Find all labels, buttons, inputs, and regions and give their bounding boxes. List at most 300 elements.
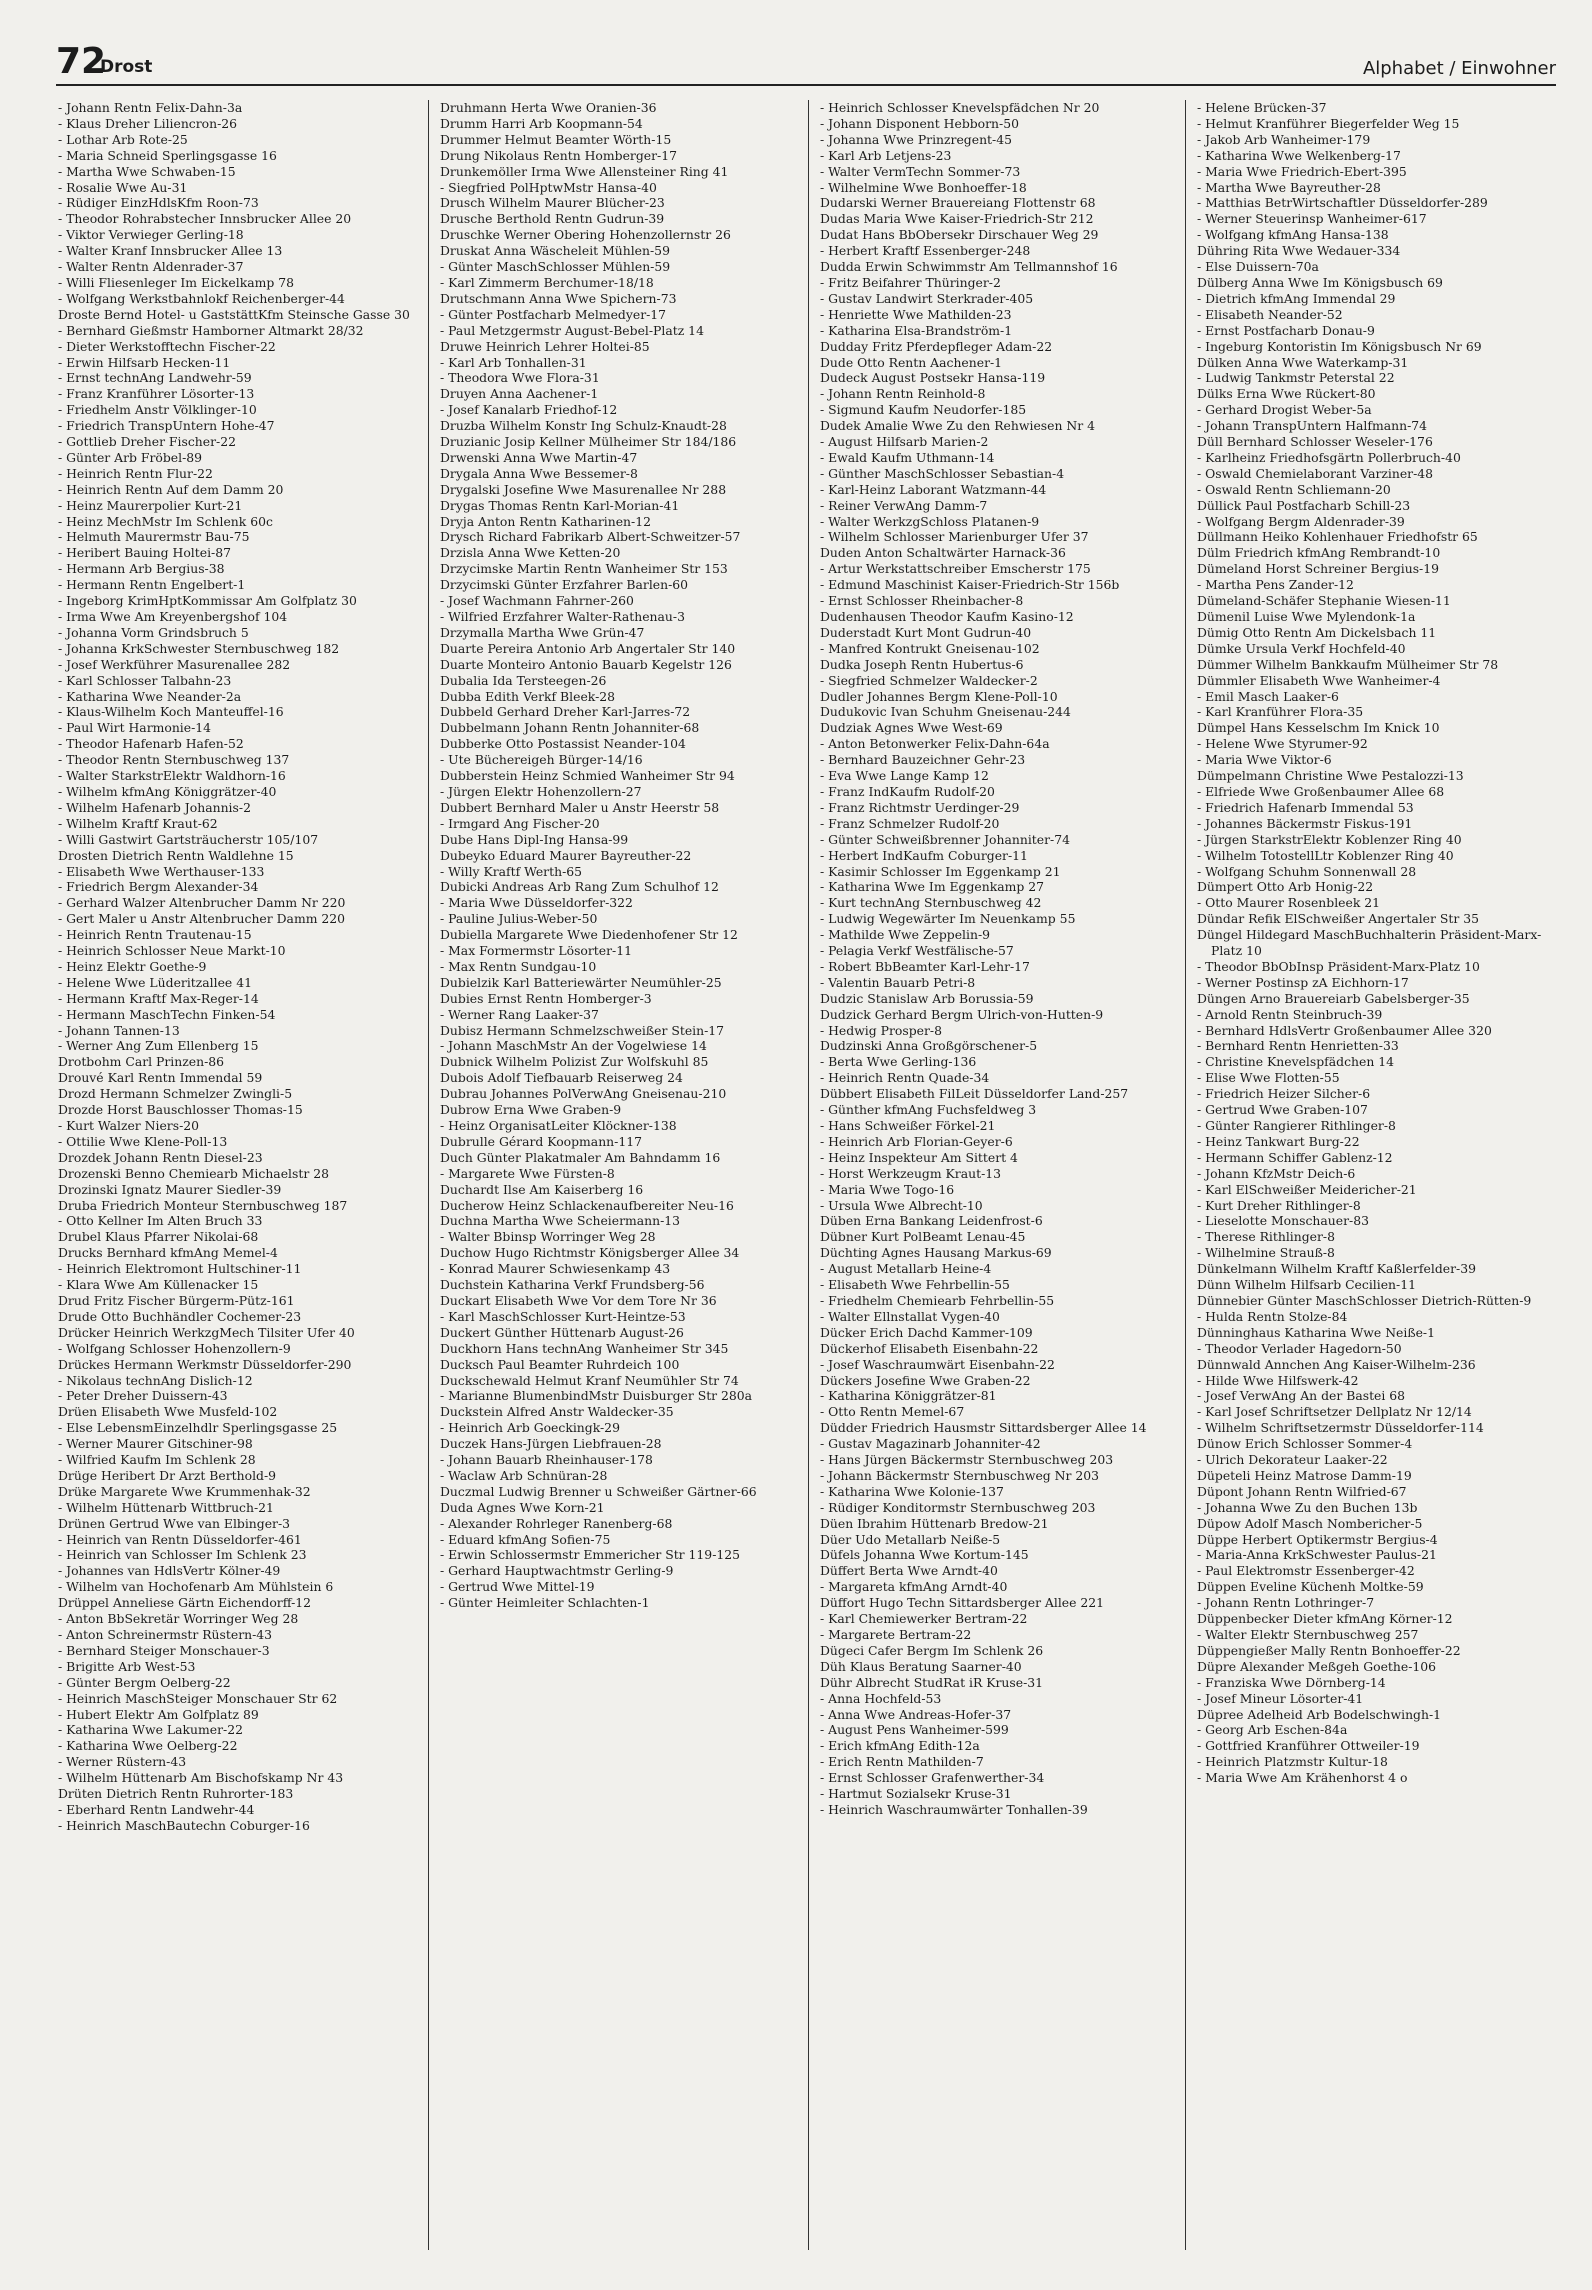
directory-entry: Druzba Wilhelm Konstr Ing Schulz-Knaudt-28 <box>440 418 727 434</box>
directory-entry: - Johann Rentn Felix-Dahn-3a <box>58 100 243 115</box>
directory-entry: - Heinrich Rentn Trautenau-15 <box>58 927 252 943</box>
directory-entry: - Willi Gastwirt Gartsträucherstr 105/107 <box>58 831 319 847</box>
directory-entry: - Johann MaschMstr An der Vogelwiese 14 <box>440 1038 707 1054</box>
directory-entry: Dümenil Luise Wwe Mylendonk-1a <box>1197 609 1416 624</box>
directory-entry: - Otto Maurer Rosenbleek 21 <box>1197 895 1381 911</box>
directory-entry: Duden Anton Schaltwärter Harnack-36 <box>820 545 1066 561</box>
directory-entry: - Johann Tannen-13 <box>58 1022 180 1038</box>
directory-entry: Dubeyko Eduard Maurer Bayreuther-22 <box>440 847 692 863</box>
directory-entry: - Paul Metzgermstr August-Bebel-Platz 14 <box>440 322 704 338</box>
directory-entry: Düpre Alexander Meßgeh Goethe-106 <box>1197 1658 1437 1674</box>
directory-entry: - Erwin Hilfsarb Hecken-11 <box>58 354 231 370</box>
directory-entry: - Wilfried Kaufm Im Schlenk 28 <box>58 1452 256 1468</box>
directory-entry: - Wilhelm Kraftf Kraut-62 <box>58 815 218 831</box>
column-divider <box>428 100 429 2250</box>
directory-entry: Düen Ibrahim Hüttenarb Bredow-21 <box>820 1515 1049 1531</box>
directory-entry: - Karl MaschSchlosser Kurt-Heintze-53 <box>440 1308 686 1324</box>
directory-entry: Duda Agnes Wwe Korn-21 <box>440 1499 605 1515</box>
directory-entry: Drummer Helmut Beamter Wörth-15 <box>440 131 672 147</box>
directory-column-2 <box>440 100 802 2250</box>
directory-entry: - Kurt technAng Sternbuschweg 42 <box>820 895 1042 911</box>
directory-entry: - Martha Pens Zander-12 <box>1197 577 1354 593</box>
directory-entry: Duckert Günther Hüttenarb August-26 <box>440 1324 684 1340</box>
directory-entry: - Hermann Schiffer Gablenz-12 <box>1197 1149 1393 1165</box>
directory-entry: - Johann KfzMstr Deich-6 <box>1197 1165 1356 1181</box>
directory-entry: - Helmut Kranführer Biegerfelder Weg 15 <box>1197 115 1460 131</box>
directory-entry: Drygala Anna Wwe Bessemer-8 <box>440 465 638 481</box>
directory-entry: - Robert BbBeamter Karl-Lehr-17 <box>820 958 1030 974</box>
directory-entry: - Margareta kfmAng Arndt-40 <box>820 1579 1008 1595</box>
directory-entry: Dübner Kurt PolBeamt Lenau-45 <box>820 1229 1026 1245</box>
directory-entry: Dudek Amalie Wwe Zu den Rehwiesen Nr 4 <box>820 418 1095 434</box>
directory-entry: Dünninghaus Katharina Wwe Neiße-1 <box>1197 1324 1436 1340</box>
directory-entry: - Kasimir Schlosser Im Eggenkamp 21 <box>820 863 1061 879</box>
directory-entry: - Wilhelm TotostellLtr Koblenzer Ring 40 <box>1197 847 1454 863</box>
directory-entry: Dudzinski Anna Großgörschener-5 <box>820 1038 1038 1054</box>
directory-entry: - Walter VermTechn Sommer-73 <box>820 163 1021 179</box>
directory-entry: - Lieselotte Monschauer-83 <box>1197 1213 1369 1229</box>
directory-entry: - Konrad Maurer Schwiesenkamp 43 <box>440 1261 671 1277</box>
directory-entry: - Brigitte Arb West-53 <box>58 1658 196 1674</box>
directory-entry: - Elisabeth Wwe Werthauser-133 <box>58 863 265 879</box>
directory-entry: Drud Fritz Fischer Bürgerm-Pütz-161 <box>58 1292 295 1308</box>
directory-entry: - Johann Bauarb Rheinhauser-178 <box>440 1452 653 1468</box>
directory-entry: Dubois Adolf Tiefbauarb Reiserweg 24 <box>440 1070 683 1086</box>
directory-entry: - Walter Bbinsp Worringer Weg 28 <box>440 1229 656 1245</box>
directory-entry: - Katharina Wwe Oelberg-22 <box>58 1738 238 1754</box>
directory-entry: - Siegfried PolHptwMstr Hansa-40 <box>440 179 657 195</box>
directory-entry: Dude Otto Rentn Aachener-1 <box>820 354 1003 370</box>
directory-entry: - Werner Rüstern-43 <box>58 1754 187 1770</box>
directory-entry: - Else Duissern-70a <box>1197 259 1319 275</box>
directory-entry: Dubberke Otto Postassist Neander-104 <box>440 736 686 752</box>
directory-entry: - Maria Wwe Viktor-6 <box>1197 752 1332 768</box>
directory-entry: - Karl Schlosser Talbahn-23 <box>58 672 232 688</box>
directory-entry: - Bernhard Rentn Henrietten-33 <box>1197 1038 1399 1054</box>
directory-entry: - Eberhard Rentn Landwehr-44 <box>58 1801 255 1817</box>
directory-entry: Drumm Harri Arb Koopmann-54 <box>440 115 643 131</box>
directory-entry: - Heinz MechMstr Im Schlenk 60c <box>58 513 273 529</box>
directory-entry: Drygalski Josefine Wwe Masurenallee Nr 288 <box>440 481 727 497</box>
directory-entry: - Josef Kanalarb Friedhof-12 <box>440 402 618 418</box>
directory-entry: - Johannes van HdlsVertr Kölner-49 <box>58 1563 281 1579</box>
directory-entry: Duchna Martha Wwe Scheiermann-13 <box>440 1213 681 1229</box>
directory-entry: Dudeck August Postsekr Hansa-119 <box>820 370 1046 386</box>
directory-entry: - Theodor BbObInsp Präsident-Marx-Platz 10 <box>1197 958 1480 974</box>
directory-entry: Dudas Maria Wwe Kaiser-Friedrich-Str 212 <box>820 211 1094 227</box>
directory-entry: Düben Erna Bankang Leidenfrost-6 <box>820 1213 1043 1229</box>
directory-entry: - Bernhard Gießmstr Hamborner Altmarkt 28/32 <box>58 322 364 338</box>
directory-column-1 <box>58 100 420 2250</box>
directory-entry: - Rüdiger Konditormstr Sternbuschweg 203 <box>820 1499 1096 1515</box>
directory-entry: - Peter Dreher Duissern-43 <box>58 1388 228 1404</box>
directory-entry: - Gert Maler u Anstr Altenbrucher Damm 220 <box>58 911 346 927</box>
directory-entry: Dühr Albrecht StudRat iR Kruse-31 <box>820 1674 1044 1690</box>
directory-entry: - Helene Brücken-37 <box>1197 100 1327 115</box>
directory-entry: - Hermann MaschTechn Finken-54 <box>58 1006 276 1022</box>
directory-entry: - Günter Heimleiter Schlachten-1 <box>440 1595 650 1611</box>
directory-entry: Drysch Richard Fabrikarb Albert-Schweitzer-57 <box>440 529 741 545</box>
directory-entry: Druwe Heinrich Lehrer Holtei-85 <box>440 338 650 354</box>
directory-entry: - Günter Arb Fröbel-89 <box>58 449 203 465</box>
directory-entry: - Siegfried Schmelzer Waldecker-2 <box>820 672 1038 688</box>
directory-entry: Dübbert Elisabeth FilLeit Düsseldorfer Land-257 <box>820 1086 1129 1102</box>
directory-entry: Düppen Eveline Küchenh Moltke-59 <box>1197 1579 1424 1595</box>
directory-entry: Duarte Monteiro Antonio Bauarb Kegelstr 126 <box>440 656 732 672</box>
directory-entry: - Heinrich Arb Goeckingk-29 <box>440 1420 620 1436</box>
directory-entry: - Wolfgang Schuhm Sonnenwall 28 <box>1197 863 1417 879</box>
directory-entry: - Gottlieb Dreher Fischer-22 <box>58 434 236 450</box>
directory-entry: Dülken Anna Wwe Waterkamp-31 <box>1197 354 1409 370</box>
directory-entry: - August Pens Wanheimer-599 <box>820 1722 1009 1738</box>
directory-entry: - August Hilfsarb Marien-2 <box>820 434 989 450</box>
directory-entry: Dubalia Ida Tersteegen-26 <box>440 672 607 688</box>
directory-entry: - Anton BbSekretär Worringer Weg 28 <box>58 1611 299 1627</box>
directory-entry: Dudka Joseph Rentn Hubertus-6 <box>820 656 1024 672</box>
directory-entry: - Edmund Maschinist Kaiser-Friedrich-Str 156b <box>820 577 1120 593</box>
directory-entry: Drozinski Ignatz Maurer Siedler-39 <box>58 1181 282 1197</box>
directory-entry: - Walter WerkzgSchloss Platanen-9 <box>820 513 1040 529</box>
directory-entry: Düngen Arno Brauereiarb Gabelsberger-35 <box>1197 990 1470 1006</box>
directory-entry: Dubrow Erna Wwe Graben-9 <box>440 1102 622 1118</box>
directory-entry: - Ernst Schlosser Rheinbacher-8 <box>820 593 1024 609</box>
directory-entry: - Walter Ellnstallat Vygen-40 <box>820 1308 1000 1324</box>
directory-entry: Dudziak Agnes Wwe West-69 <box>820 720 1003 736</box>
directory-entry: - Jürgen StarkstrElektr Koblenzer Ring 40 <box>1197 831 1462 847</box>
directory-entry: Dudler Johannes Bergm Klene-Poll-10 <box>820 688 1058 704</box>
directory-entry: - Manfred Kontrukt Gneisenau-102 <box>820 640 1040 656</box>
directory-entry: - Walter Elektr Sternbuschweg 257 <box>1197 1627 1419 1642</box>
directory-entry: Duczek Hans-Jürgen Liebfrauen-28 <box>440 1436 662 1452</box>
directory-entry: Dündar Refik ElSchweißer Angertaler Str 35 <box>1197 911 1479 927</box>
directory-entry: - Franz Kranführer Lösorter-13 <box>58 386 255 402</box>
directory-entry: - Johanna Wwe Prinzregent-45 <box>820 131 1012 147</box>
directory-entry: - Maria Wwe Friedrich-Ebert-395 <box>1197 163 1407 179</box>
page-number: 72 <box>56 41 107 82</box>
directory-entry: Dückers Josefine Wwe Graben-22 <box>820 1372 1031 1388</box>
directory-entry: - Katharina Wwe Neander-2a <box>58 688 242 704</box>
directory-entry: - Heinrich Schlosser Knevelspfädchen Nr 20 <box>820 100 1100 115</box>
directory-entry: - Horst Werkzeugm Kraut-13 <box>820 1165 1002 1181</box>
directory-entry: - Gertrud Wwe Mittel-19 <box>440 1579 595 1595</box>
directory-entry: - Jakob Arb Wanheimer-179 <box>1197 131 1371 147</box>
directory-entry: Duckart Elisabeth Wwe Vor dem Tore Nr 36 <box>440 1292 717 1308</box>
directory-entry: - Josef Waschraumwärt Eisenbahn-22 <box>820 1356 1055 1372</box>
directory-entry: Dudat Hans BbObersekr Dirschauer Weg 29 <box>820 227 1099 243</box>
directory-entry: - Klaus Dreher Liliencron-26 <box>58 115 238 131</box>
directory-entry: - Friedrich Heizer Silcher-6 <box>1197 1086 1371 1102</box>
directory-entry: - Henriette Wwe Mathilden-23 <box>820 306 1012 322</box>
directory-entry: - Wilhelm Schlosser Marienburger Ufer 37 <box>820 529 1089 545</box>
directory-entry: Drüppel Anneliese Gärtn Eichendorff-12 <box>58 1595 312 1611</box>
directory-entry: Drygas Thomas Rentn Karl-Morian-41 <box>440 497 680 513</box>
directory-entry: - Erich Rentn Mathilden-7 <box>820 1754 984 1770</box>
directory-entry: - Günther MaschSchlosser Sebastian-4 <box>820 465 1065 481</box>
directory-entry: Dubiella Margarete Wwe Diedenhofener Str 12 <box>440 927 738 943</box>
directory-entry: - Waclaw Arb Schnüran-28 <box>440 1467 608 1483</box>
directory-entry: Düh Klaus Beratung Saarner-40 <box>820 1658 1022 1674</box>
directory-entry: - Johanna Vorm Grindsbruch 5 <box>58 624 249 640</box>
directory-entry: - Ernst technAng Landwehr-59 <box>58 370 252 386</box>
directory-entry: - Ute Büchereigeh Bürger-14/16 <box>440 752 643 768</box>
directory-entry: - Günter MaschSchlosser Mühlen-59 <box>440 259 671 275</box>
directory-entry: - Helmuth Maurermstr Bau-75 <box>58 529 250 545</box>
directory-entry: Drzycimske Martin Rentn Wanheimer Str 153 <box>440 561 728 577</box>
directory-entry: Dubnick Wilhelm Polizist Zur Wolfskuhl 85 <box>440 1054 709 1070</box>
directory-entry: - Dieter Werkstofftechn Fischer-22 <box>58 338 276 354</box>
directory-entry: - Theodor Verlader Hagedorn-50 <box>1197 1340 1402 1356</box>
directory-entry: - Ewald Kaufm Uthmann-14 <box>820 449 995 465</box>
directory-entry: Dümeland-Schäfer Stephanie Wiesen-11 <box>1197 593 1451 609</box>
directory-entry: - Ludwig Tankmstr Peterstal 22 <box>1197 370 1395 386</box>
directory-entry: - Friedhelm Anstr Völklinger-10 <box>58 402 257 418</box>
directory-entry: - Johann Rentn Reinhold-8 <box>820 386 986 402</box>
directory-entry: - Jürgen Elektr Hohenzollern-27 <box>440 783 642 799</box>
directory-entry: - Karl Josef Schriftsetzer Dellplatz Nr 12/14 <box>1197 1404 1472 1420</box>
directory-entry: Drucks Bernhard kfmAng Memel-4 <box>58 1245 278 1261</box>
directory-entry: - Werner Rang Laaker-37 <box>440 1006 599 1022</box>
directory-entry: - Karl Zimmerm Berchumer-18/18 <box>440 274 654 290</box>
directory-entry: Duderstadt Kurt Mont Gudrun-40 <box>820 624 1032 640</box>
directory-entry: - Irmgard Ang Fischer-20 <box>440 815 600 831</box>
directory-entry: Dülberg Anna Wwe Im Königsbusch 69 <box>1197 274 1443 290</box>
directory-entry: - Kurt Walzer Niers-20 <box>58 1118 200 1133</box>
directory-entry: - Heinrich Elektromont Hultschiner-11 <box>58 1261 302 1277</box>
directory-entry: - Heinrich Rentn Auf dem Damm 20 <box>58 481 284 497</box>
directory-entry: - Karl Chemiewerker Bertram-22 <box>820 1611 1028 1627</box>
directory-entry: - Ursula Wwe Albrecht-10 <box>820 1197 983 1213</box>
directory-entry: - Anton Schreinermstr Rüstern-43 <box>58 1627 273 1642</box>
directory-entry: - Klaus-Wilhelm Koch Manteuffel-16 <box>58 704 284 720</box>
directory-entry: Drouvé Karl Rentn Immendal 59 <box>58 1070 263 1086</box>
directory-entry: - Gottfried Kranführer Ottweiler-19 <box>1197 1738 1420 1754</box>
directory-entry: - Max Formermstr Lösorter-11 <box>440 943 632 959</box>
directory-entry: Druzianic Josip Kellner Mülheimer Str 184/186 <box>440 434 737 450</box>
directory-entry: Dudzick Gerhard Bergm Ulrich-von-Hutten-9 <box>820 1006 1104 1022</box>
directory-entry: - Elisabeth Neander-52 <box>1197 306 1343 322</box>
directory-entry: - Heinrich Arb Florian-Geyer-6 <box>820 1133 1013 1149</box>
directory-entry: - August Metallarb Heine-4 <box>820 1261 992 1277</box>
directory-entry: - Gustav Landwirt Sterkrader-405 <box>820 290 1034 306</box>
directory-entry: Dubrulle Gérard Koopmann-117 <box>440 1133 642 1149</box>
directory-entry: Düpeteli Heinz Matrose Damm-19 <box>1197 1467 1412 1483</box>
directory-entry: - Katharina Wwe Kolonie-137 <box>820 1483 1004 1499</box>
directory-entry: - Herbert IndKaufm Coburger-11 <box>820 847 1028 863</box>
directory-entry: Düllick Paul Postfacharb Schill-23 <box>1197 497 1411 513</box>
directory-entry: Dubbeld Gerhard Dreher Karl-Jarres-72 <box>440 704 691 720</box>
directory-entry: - Franz IndKaufm Rudolf-20 <box>820 783 995 799</box>
directory-entry: Dümpelmann Christine Wwe Pestalozzi-13 <box>1197 768 1464 784</box>
directory-entry: Düppenbecker Dieter kfmAng Körner-12 <box>1197 1611 1453 1627</box>
directory-entry: - Walter Rentn Aldenrader-37 <box>58 259 244 275</box>
directory-entry: Dudday Fritz Pferdepfleger Adam-22 <box>820 338 1053 354</box>
directory-entry: - Karl-Heinz Laborant Watzmann-44 <box>820 481 1047 497</box>
directory-entry: Dülm Friedrich kfmAng Rembrandt-10 <box>1197 545 1441 561</box>
directory-entry: - Friedrich TranspUntern Hohe-47 <box>58 418 275 434</box>
directory-entry: - Martha Wwe Schwaben-15 <box>58 163 236 179</box>
directory-entry: - Josef Mineur Lösorter-41 <box>1197 1690 1364 1706</box>
directory-entry: Dügeci Cafer Bergm Im Schlenk 26 <box>820 1642 1044 1658</box>
directory-entry: - Georg Arb Eschen-84a <box>1197 1722 1348 1738</box>
directory-entry: - Ingeburg Kontoristin Im Königsbusch Nr 69 <box>1197 338 1482 354</box>
directory-entry: - Heinz Inspekteur Am Sittert 4 <box>820 1149 1018 1165</box>
directory-entry: Düppe Herbert Optikermstr Bergius-4 <box>1197 1531 1438 1547</box>
directory-entry: - Heinrich MaschSteiger Monschauer Str 62 <box>58 1690 338 1706</box>
directory-entry: - Katharina Wwe Welkenberg-17 <box>1197 147 1401 163</box>
directory-entry: - Karl Kranführer Flora-35 <box>1197 704 1364 720</box>
directory-entry: - Werner Steuerinsp Wanheimer-617 <box>1197 211 1427 227</box>
directory-entry: - Werner Maurer Gitschiner-98 <box>58 1436 253 1452</box>
directory-entry: Dümke Ursula Verkf Hochfeld-40 <box>1197 640 1406 656</box>
directory-entry: Dubicki Andreas Arb Rang Zum Schulhof 12 <box>440 879 719 895</box>
directory-entry: - Katharina Elsa-Brandström-1 <box>820 322 1013 338</box>
directory-entry: Drozdek Johann Rentn Diesel-23 <box>58 1149 263 1165</box>
directory-entry: Dünkelmann Wilhelm Kraftf Kaßlerfelder-39 <box>1197 1261 1476 1277</box>
directory-entry: - Kurt Dreher Rithlinger-8 <box>1197 1197 1361 1213</box>
directory-entry: - Theodor Hafenarb Hafen-52 <box>58 736 244 752</box>
directory-entry: - Heinrich Rentn Flur-22 <box>58 465 213 481</box>
directory-entry: Düpont Johann Rentn Wilfried-67 <box>1197 1483 1407 1499</box>
directory-entry: - Heinrich van Schlosser Im Schlenk 23 <box>58 1547 307 1563</box>
directory-entry: Droste Bernd Hotel- u GaststättKfm Steinsche Gasse 30 <box>58 306 410 322</box>
directory-entry: - Johanna Wwe Zu den Buchen 13b <box>1197 1499 1418 1515</box>
directory-entry: Duch Günter Plakatmaler Am Bahndamm 16 <box>440 1149 721 1165</box>
directory-entry: - Wilhelmine Wwe Bonhoeffer-18 <box>820 179 1027 195</box>
directory-entry: - Wolfgang Werkstbahnlokf Reichenberger-44 <box>58 290 345 306</box>
directory-entry: - Otto Rentn Memel-67 <box>820 1404 965 1420</box>
directory-entry: - Josef Werkführer Masurenallee 282 <box>58 656 291 672</box>
directory-entry: - Willy Kraftf Werth-65 <box>440 863 583 879</box>
directory-entry: - Eva Wwe Lange Kamp 12 <box>820 768 989 784</box>
directory-entry: Dubisz Hermann Schmelzschweißer Stein-17 <box>440 1022 725 1038</box>
directory-entry: - Johann Disponent Hebborn-50 <box>820 115 1019 131</box>
directory-entry: Düll Bernhard Schlosser Weseler-176 <box>1197 434 1433 450</box>
directory-entry: Dülks Erna Wwe Rückert-80 <box>1197 386 1376 402</box>
directory-entry: - Wilfried Erzfahrer Walter-Rathenau-3 <box>440 609 685 624</box>
directory-entry: - Else LebensmEinzelhdlr Sperlingsgasse 25 <box>58 1420 338 1436</box>
directory-entry: - Oswald Chemielaborant Varziner-48 <box>1197 465 1434 481</box>
directory-entry: - Johann Bäckermstr Sternbuschweg Nr 203 <box>820 1467 1100 1483</box>
directory-entry: Drunkemöller Irma Wwe Allensteiner Ring 41 <box>440 163 729 179</box>
directory-entry: Druyen Anna Aachener-1 <box>440 386 599 402</box>
directory-entry: Düffort Hugo Techn Sittardsberger Allee 221 <box>820 1595 1105 1611</box>
directory-entry: Dücker Erich Dachd Kammer-109 <box>820 1324 1033 1340</box>
directory-entry: Duarte Pereira Antonio Arb Angertaler Str 140 <box>440 640 736 656</box>
directory-entry: - Bernhard HdlsVertr Großenbaumer Allee 320 <box>1197 1022 1492 1038</box>
directory-entry: - Günter Schweißbrenner Johanniter-74 <box>820 831 1070 847</box>
directory-entry: - Artur Werkstattschreiber Emscherstr 175 <box>820 561 1091 577</box>
directory-entry: Drozenski Benno Chemiearb Michaelstr 28 <box>58 1165 329 1181</box>
directory-entry: Düllmann Heiko Kohlenhauer Friedhofstr 65 <box>1197 529 1478 545</box>
directory-entry: - Erich kfmAng Edith-12a <box>820 1738 980 1754</box>
directory-entry: Ducksch Paul Beamter Ruhrdeich 100 <box>440 1356 680 1372</box>
directory-entry: - Franziska Wwe Dörnberg-14 <box>1197 1674 1386 1690</box>
directory-entry: Dudenhausen Theodor Kaufm Kasino-12 <box>820 609 1074 624</box>
directory-entry: Dudarski Werner Brauereiang Flottenstr 68 <box>820 195 1096 211</box>
directory-entry: Drückes Hermann Werkmstr Düsseldorfer-290 <box>58 1356 352 1372</box>
directory-entry: - Willi Fliesenleger Im Eickelkamp 78 <box>58 274 294 290</box>
directory-entry: Dryja Anton Rentn Katharinen-12 <box>440 513 651 529</box>
directory-entry: - Bernhard Bauzeichner Gehr-23 <box>820 752 1026 768</box>
directory-entry: - Josef Wachmann Fahrner-260 <box>440 593 634 609</box>
directory-entry: Dünnebier Günter MaschSchlosser Dietrich-Rütten-9 <box>1197 1292 1532 1308</box>
directory-entry: - Wilhelm Hüttenarb Wittbruch-21 <box>58 1499 274 1515</box>
directory-entry: - Max Rentn Sundgau-10 <box>440 958 597 974</box>
directory-entry: Dümeland Horst Schreiner Bergius-19 <box>1197 561 1440 577</box>
directory-entry: Drozd Hermann Schmelzer Zwingli-5 <box>58 1086 293 1102</box>
directory-entry: - Marianne BlumenbindMstr Duisburger Str 280a <box>440 1388 753 1404</box>
directory-entry: - Friedrich Bergm Alexander-34 <box>58 879 259 895</box>
directory-entry: Drzycimski Günter Erzfahrer Barlen-60 <box>440 577 689 593</box>
directory-entry: - Katharina Wwe Lakumer-22 <box>58 1722 243 1738</box>
directory-entry: - Erwin Schlossermstr Emmericher Str 119-125 <box>440 1547 741 1563</box>
directory-entry: Dückerhof Elisabeth Eisenbahn-22 <box>820 1340 1039 1356</box>
directory-entry: Dünn Wilhelm Hilfsarb Cecilien-11 <box>1197 1277 1416 1293</box>
directory-entry: Dudukovic Ivan Schuhm Gneisenau-244 <box>820 704 1071 720</box>
directory-entry: - Franz Schmelzer Rudolf-20 <box>820 815 1000 831</box>
directory-entry: Düer Udo Metallarb Neiße-5 <box>820 1531 1001 1547</box>
directory-entry: - Wolfgang kfmAng Hansa-138 <box>1197 227 1389 243</box>
directory-entry: Dubrau Johannes PolVerwAng Gneisenau-210 <box>440 1086 727 1102</box>
directory-entry: Drüen Elisabeth Wwe Musfeld-102 <box>58 1404 278 1420</box>
directory-entry: - Pauline Julius-Weber-50 <box>440 911 598 927</box>
directory-entry: - Gustav Magazinarb Johanniter-42 <box>820 1436 1041 1452</box>
directory-entry: - Nikolaus technAng Dislich-12 <box>58 1372 253 1388</box>
directory-entry: - Wilhelmine Strauß-8 <box>1197 1245 1335 1261</box>
directory-entry: Dümig Otto Rentn Am Dickelsbach 11 <box>1197 624 1437 640</box>
directory-entry: Dubbelmann Johann Rentn Johanniter-68 <box>440 720 700 736</box>
directory-entry: - Emil Masch Laaker-6 <box>1197 688 1339 704</box>
directory-entry: - Ernst Postfacharb Donau-9 <box>1197 322 1375 338</box>
directory-entry: Dümpel Hans Kesselschm Im Knick 10 <box>1197 720 1440 736</box>
directory-entry: - Karl ElSchweißer Meidericher-21 <box>1197 1181 1417 1197</box>
directory-entry: Dubba Edith Verkf Bleek-28 <box>440 688 616 704</box>
directory-entry: - Margarete Wwe Fürsten-8 <box>440 1165 615 1181</box>
directory-entry: - Heinz Tankwart Burg-22 <box>1197 1133 1360 1149</box>
directory-entry: - Günter Bergm Oelberg-22 <box>58 1674 231 1690</box>
directory-entry: Drünen Gertrud Wwe van Elbinger-3 <box>58 1515 291 1531</box>
directory-entry: - Wolfgang Bergm Aldenrader-39 <box>1197 513 1405 529</box>
directory-entry: Düchting Agnes Hausang Markus-69 <box>820 1245 1052 1261</box>
directory-entry: Drüge Heribert Dr Arzt Berthold-9 <box>58 1467 277 1483</box>
directory-entry: - Wilhelm Schriftsetzermstr Düsseldorfer-114 <box>1197 1420 1484 1436</box>
directory-entry: Dubielzik Karl Batteriewärter Neumühler-25 <box>440 974 722 990</box>
directory-entry: - Anton Betonwerker Felix-Dahn-64a <box>820 736 1050 752</box>
directory-entry: - Wolfgang Schlosser Hohenzollern-9 <box>58 1340 291 1356</box>
directory-entry: Drotbohm Carl Prinzen-86 <box>58 1054 225 1070</box>
directory-entry: - Heinrich Schlosser Neue Markt-10 <box>58 943 286 959</box>
directory-entry: - Fritz Beifahrer Thüringer-2 <box>820 274 1001 290</box>
directory-entry: - Viktor Verwieger Gerling-18 <box>58 227 244 243</box>
directory-entry: Drusch Wilhelm Maurer Blücher-23 <box>440 195 665 211</box>
directory-entry: - Johannes Bäckermstr Fiskus-191 <box>1197 815 1413 831</box>
directory-entry: Dünow Erich Schlosser Sommer-4 <box>1197 1436 1413 1452</box>
directory-entry: - Ulrich Dekorateur Laaker-22 <box>1197 1452 1388 1468</box>
directory-column-3 <box>820 100 1182 2250</box>
directory-entry: - Gertrud Wwe Graben-107 <box>1197 1102 1368 1118</box>
directory-entry: - Franz Richtmstr Uerdinger-29 <box>820 799 1020 815</box>
directory-entry: - Sigmund Kaufm Neudorfer-185 <box>820 402 1027 418</box>
directory-entry: - Otto Kellner Im Alten Bruch 33 <box>58 1213 263 1229</box>
directory-entry: - Hans Jürgen Bäckermstr Sternbuschweg 203 <box>820 1452 1114 1468</box>
directory-entry: Drozde Horst Bauschlosser Thomas-15 <box>58 1102 303 1118</box>
directory-entry: Düpow Adolf Masch Nombericher-5 <box>1197 1515 1423 1531</box>
directory-entry: - Anna Wwe Andreas-Hofer-37 <box>820 1706 1012 1722</box>
directory-entry: Drude Otto Buchhändler Cochemer-23 <box>58 1308 302 1324</box>
directory-entry: - Ludwig Wegewärter Im Neuenkamp 55 <box>820 911 1076 927</box>
directory-entry: Drüke Margarete Wwe Krummenhak-32 <box>58 1483 311 1499</box>
directory-entry: Dube Hans Dipl-Ing Hansa-99 <box>440 831 629 847</box>
